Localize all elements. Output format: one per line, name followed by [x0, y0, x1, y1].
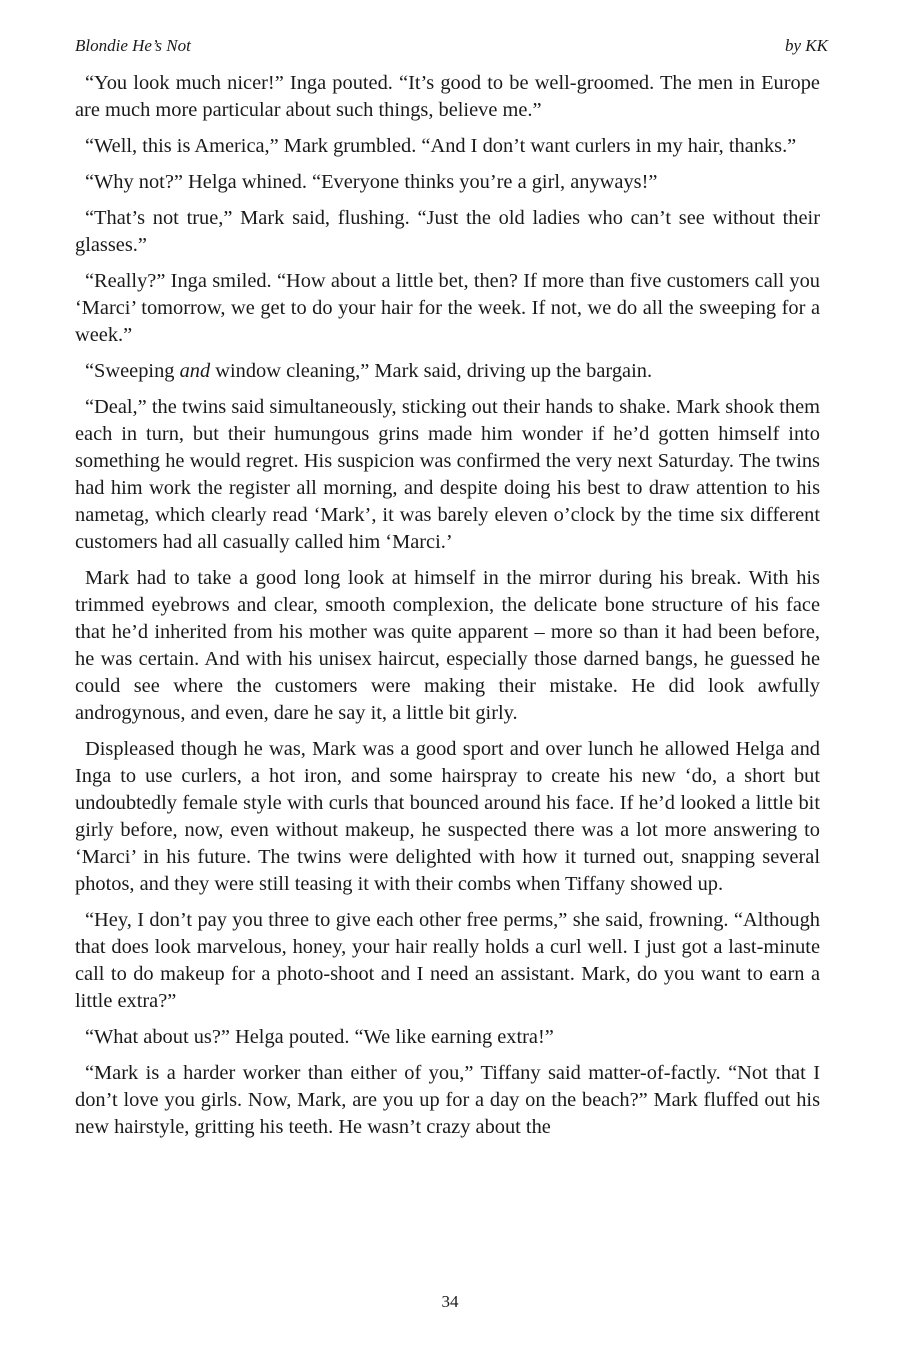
- paragraph: “Really?” Inga smiled. “How about a little bet, then? If more than five customers call you ‘Marci’ tomorrow, we get to do your hair for the week. If not, we do all the sweeping for a week.”: [75, 270, 820, 346]
- paragraph: [75, 358, 820, 385]
- page-number: 34: [441, 1292, 459, 1311]
- author-credit: by KK: [785, 36, 828, 55]
- paragraph: “Deal,” the twins said simultaneously, sticking out their hands to shake. Mark shook them each in turn, but their humungous grins made him wonder if he’d gotten himself into something he would regret. His suspicion was confirmed the very next Saturday. The twins had him work the register all morning, and despite doing his best to draw attention to his nametag, which clearly read ‘Mark’, it was barely eleven o’clock by the time six different customers had all casually called him ‘Marci.’: [75, 396, 820, 553]
- paragraph: “Well, this is America,” Mark grumbled. “And I don’t want curlers in my hair, thanks.”: [85, 135, 797, 157]
- paragraph-text: window cleaning,” Mark said, driving up the bargain.: [210, 360, 653, 382]
- paragraph: “What about us?” Helga pouted. “We like earning extra!”: [85, 1026, 554, 1048]
- running-header: [75, 34, 828, 58]
- body-text: [75, 70, 820, 1141]
- paragraph: Mark had to take a good long look at himself in the mirror during his break. With his trimmed eyebrows and clear, smooth complexion, the delicate bone structure of his face that he’d inherited from his mother was quite apparent – more so than it had been before, he was certain. And with his unisex haircut, especially those darned bangs, he guessed he could see where the customers were making their mistake. He did look awfully androgynous, and even, dare he say it, a little bit girly.: [75, 567, 820, 724]
- book-title: Blondie He’s Not: [75, 36, 191, 55]
- paragraph: “That’s not true,” Mark said, flushing. “Just the old ladies who can’t see without their glasses.”: [75, 207, 820, 256]
- paragraph: “You look much nicer!” Inga pouted. “It’s good to be well-groomed. The men in Europe are much more particular about such things, believe me.”: [75, 72, 820, 121]
- paragraph: “Mark is a harder worker than either of you,” Tiffany said matter-of-factly. “Not that I don’t love you girls. Now, Mark, are you up for a day on the beach?” Mark fluffed out his new hairstyle, gritting his teeth. He wasn’t crazy about the: [75, 1062, 820, 1138]
- paragraph: “Why not?” Helga whined. “Everyone thinks you’re a girl, anyways!”: [85, 171, 658, 193]
- emphasis-text: and: [179, 360, 211, 382]
- paragraph: “Hey, I don’t pay you three to give each other free perms,” she said, frowning. “Although that does look marvelous, honey, your hair really holds a curl well. I just got a last-minute call to do makeup for a photo-shoot and I need an assistant. Mark, do you want to earn a little extra?”: [75, 909, 820, 1012]
- paragraph-text: “Sweeping: [85, 360, 180, 382]
- paragraph: Displeased though he was, Mark was a good sport and over lunch he allowed Helga and Inga to use curlers, a hot iron, and some hairspray to create his new ‘do, a short but undoubtedly female style with curls that bounced around his face. If he’d looked a little bit girly before, now, even without makeup, he suspected there was a lot more answering to ‘Marci’ in his future. The twins were delighted with how it turned out, snapping several photos, and they were still teasing it with their combs when Tiffany showed up.: [75, 738, 820, 895]
